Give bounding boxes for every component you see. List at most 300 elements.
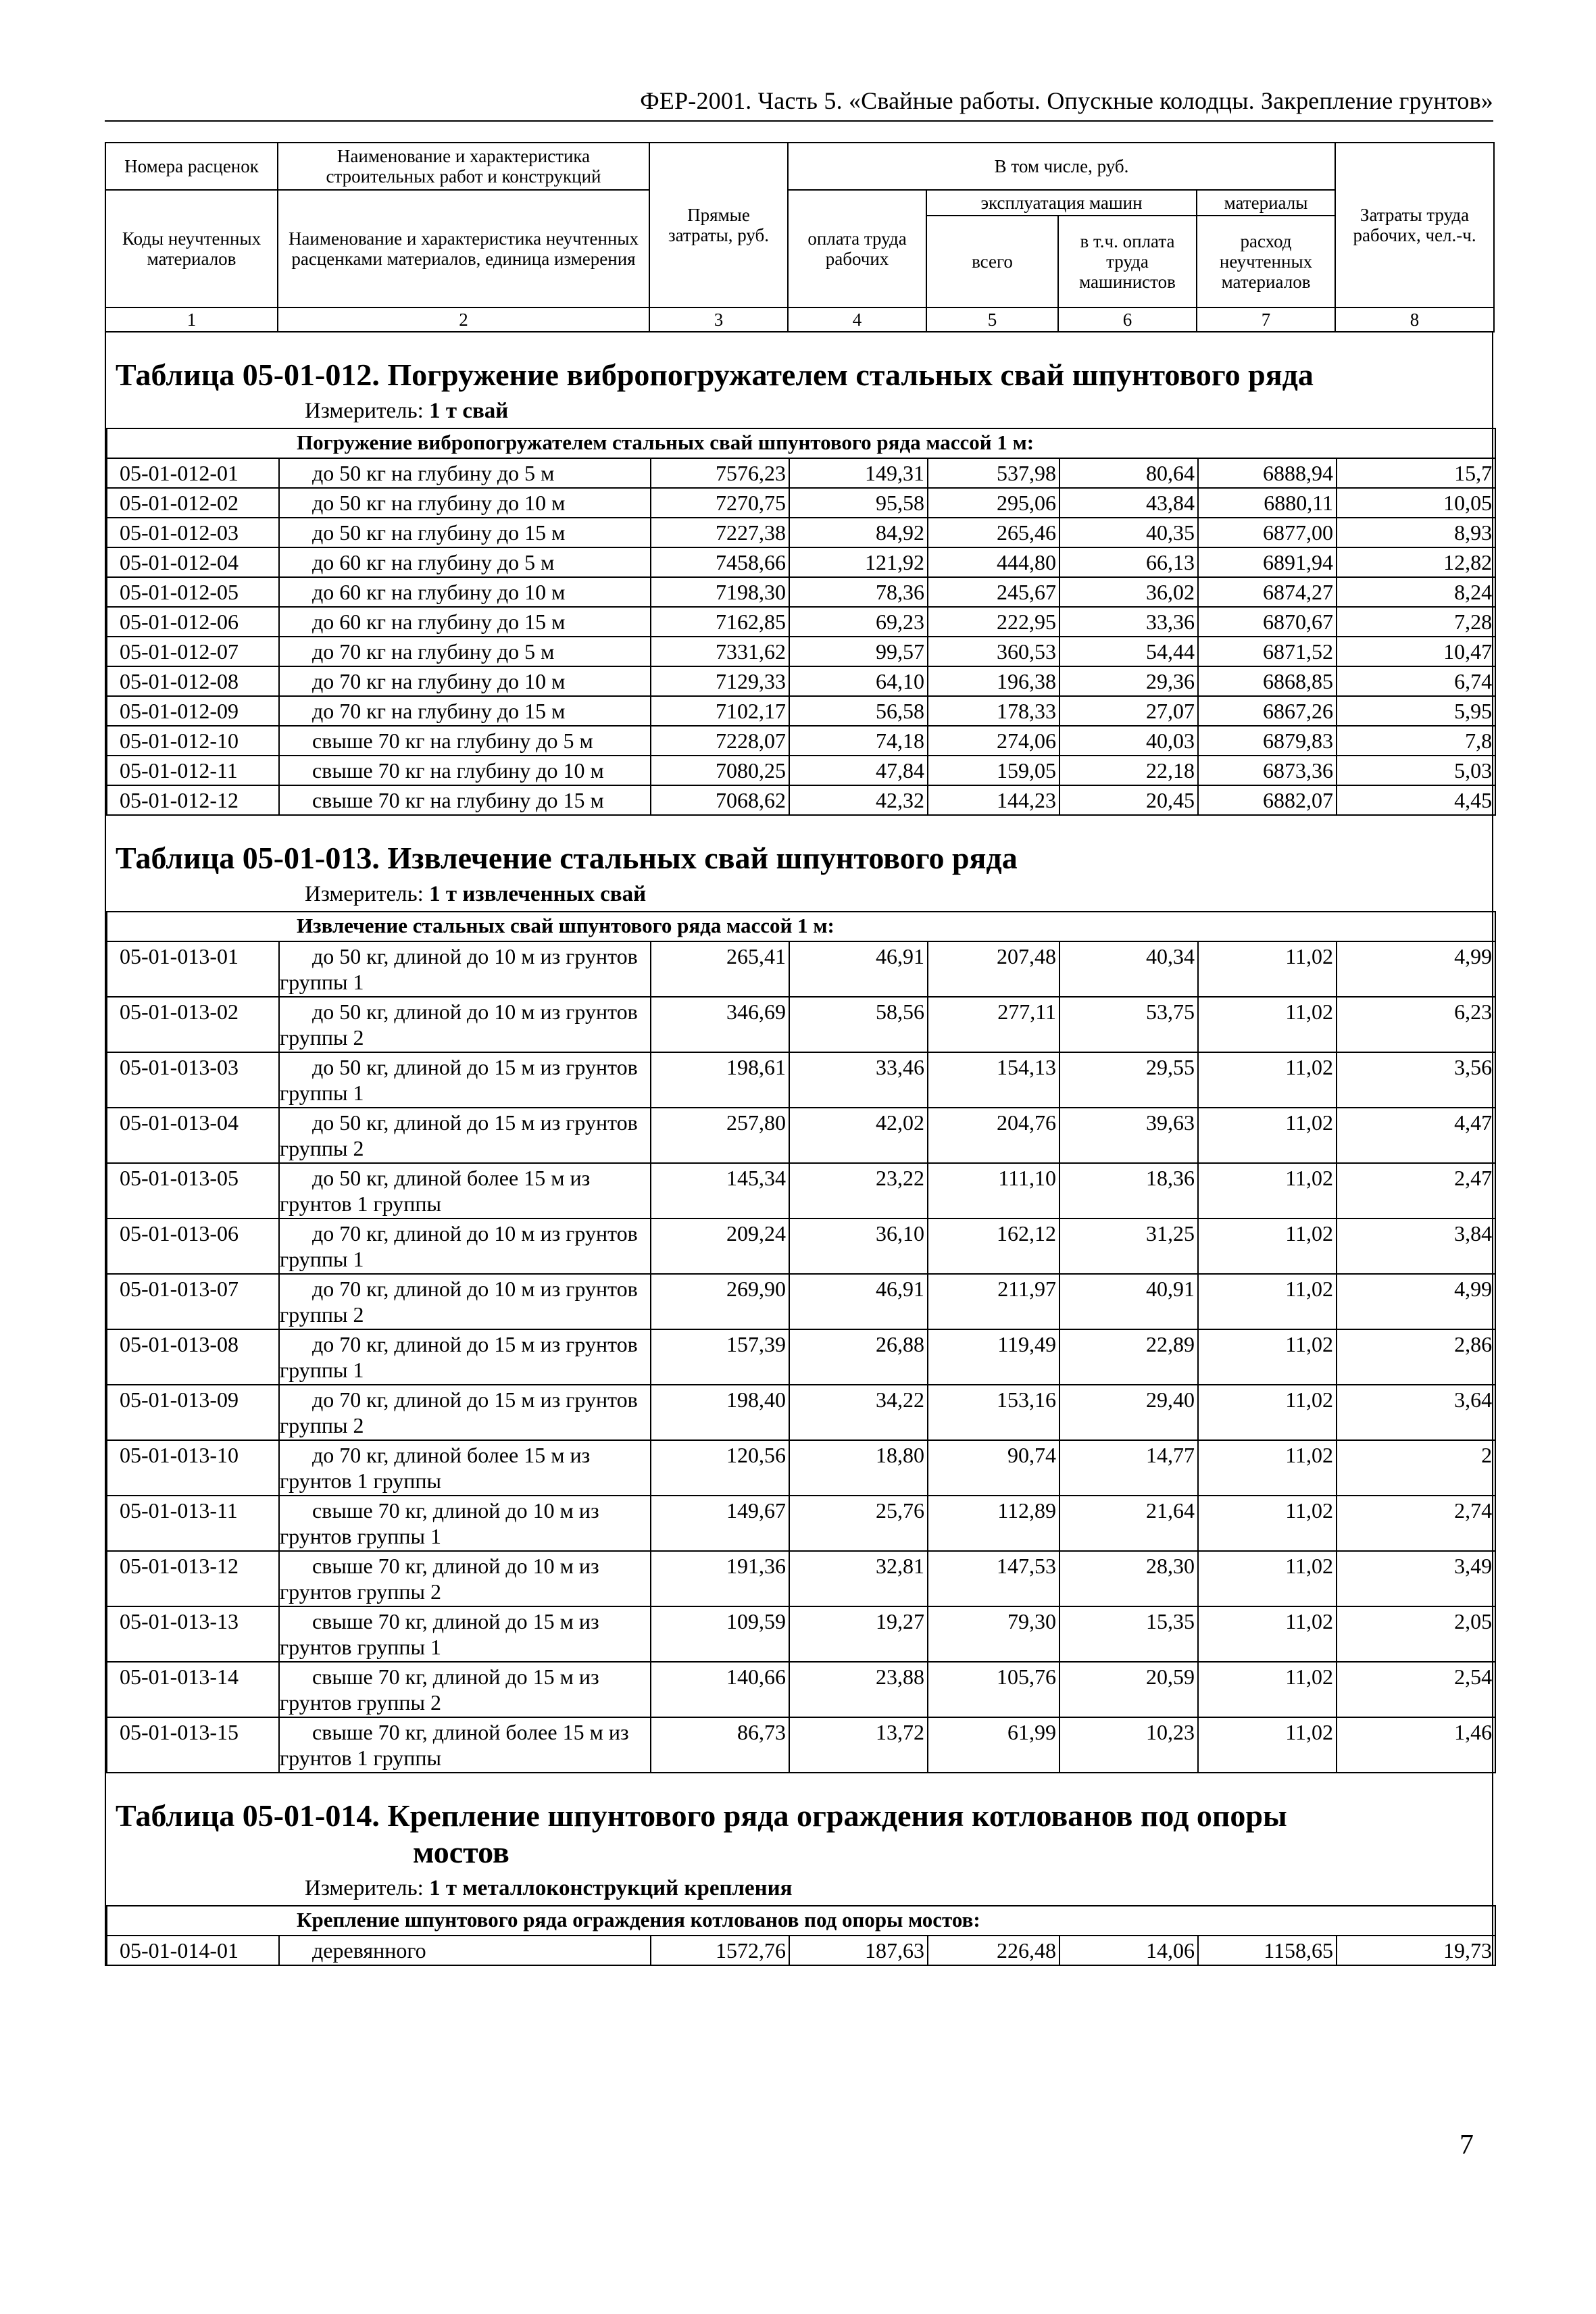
- materials: 11,02: [1198, 1662, 1337, 1717]
- rate-code: 05-01-014-01: [107, 1936, 279, 1965]
- labor-hours: 3,84: [1337, 1218, 1495, 1274]
- wages: 23,88: [789, 1662, 928, 1717]
- rate-table-section: [105, 816, 1493, 1773]
- materials: 6871,52: [1198, 637, 1337, 666]
- wages: 64,10: [789, 666, 928, 696]
- direct-costs: 157,39: [651, 1329, 789, 1385]
- work-description: свыше 70 кг, длиной до 15 м из грунтов группы 2: [279, 1662, 651, 1717]
- rate-code: 05-01-012-12: [107, 785, 279, 815]
- rate-code: 05-01-012-04: [107, 547, 279, 577]
- unit-label: Измеритель:: [305, 1876, 424, 1900]
- table-row: [107, 1551, 1495, 1606]
- table-row: [107, 1606, 1495, 1662]
- machines-total: 61,99: [928, 1717, 1059, 1773]
- table-row: [107, 666, 1495, 696]
- labor-hours: 6,23: [1337, 997, 1495, 1052]
- direct-costs: 7129,33: [651, 666, 789, 696]
- machines-total: 119,49: [928, 1329, 1059, 1385]
- work-description: до 50 кг на глубину до 5 м: [279, 458, 651, 488]
- labor-hours: 3,56: [1337, 1052, 1495, 1108]
- wages: 42,32: [789, 785, 928, 815]
- wages: 46,91: [789, 1274, 928, 1329]
- machines-total: 147,53: [928, 1551, 1059, 1606]
- direct-costs: 209,24: [651, 1218, 789, 1274]
- table-row: [107, 756, 1495, 785]
- machines-total: 159,05: [928, 756, 1059, 785]
- direct-costs: 269,90: [651, 1274, 789, 1329]
- table-row: [107, 1662, 1495, 1717]
- direct-costs: 7228,07: [651, 726, 789, 756]
- labor-hours: 10,47: [1337, 637, 1495, 666]
- wages: 99,57: [789, 637, 928, 666]
- table-row: [107, 1108, 1495, 1163]
- labor-hours: 2,05: [1337, 1606, 1495, 1662]
- machinist-wages: 29,55: [1059, 1052, 1198, 1108]
- wages: 47,84: [789, 756, 928, 785]
- machinist-wages: 27,07: [1059, 696, 1198, 726]
- materials: 11,02: [1198, 1274, 1337, 1329]
- direct-costs: 7198,30: [651, 577, 789, 607]
- unit-value: 1 т свай: [429, 399, 509, 423]
- direct-costs: 145,34: [651, 1163, 789, 1218]
- rate-table-section: [105, 333, 1493, 816]
- labor-hours: 5,95: [1337, 696, 1495, 726]
- rate-code: 05-01-013-01: [107, 941, 279, 997]
- machines-total: 295,06: [928, 488, 1059, 518]
- work-description: до 50 кг на глубину до 15 м: [279, 518, 651, 547]
- machinist-wages: 21,64: [1059, 1496, 1198, 1551]
- labor-hours: 5,03: [1337, 756, 1495, 785]
- col-number-3: 3: [649, 307, 788, 332]
- machines-total: 144,23: [928, 785, 1059, 815]
- materials: 11,02: [1198, 1440, 1337, 1496]
- direct-costs: 7331,62: [651, 637, 789, 666]
- materials: 6891,94: [1198, 547, 1337, 577]
- labor-hours: 4,45: [1337, 785, 1495, 815]
- wages: 23,22: [789, 1163, 928, 1218]
- machinist-wages: 18,36: [1059, 1163, 1198, 1218]
- machinist-wages: 10,23: [1059, 1717, 1198, 1773]
- unit-label: Измеритель:: [305, 882, 424, 906]
- work-description: свыше 70 кг на глубину до 5 м: [279, 726, 651, 756]
- wages: 74,18: [789, 726, 928, 756]
- direct-costs: 346,69: [651, 997, 789, 1052]
- rate-code: 05-01-012-06: [107, 607, 279, 637]
- direct-costs: 149,67: [651, 1496, 789, 1551]
- unit-value: 1 т извлеченных свай: [429, 882, 647, 906]
- labor-hours: 2: [1337, 1440, 1495, 1496]
- hdr-material-codes: Коды неучтенных материалов: [105, 190, 278, 307]
- wages: 18,80: [789, 1440, 928, 1496]
- rate-table-title: [116, 840, 1485, 877]
- work-description: до 50 кг, длиной до 15 м из грунтов группы 2: [279, 1108, 651, 1163]
- machinist-wages: 40,03: [1059, 726, 1198, 756]
- work-description: до 50 кг, длиной более 15 м из грунтов 1 группы: [279, 1163, 651, 1218]
- col-number-1: 1: [105, 307, 278, 332]
- machinist-wages: 20,59: [1059, 1662, 1198, 1717]
- materials: 6877,00: [1198, 518, 1337, 547]
- direct-costs: 7080,25: [651, 756, 789, 785]
- machinist-wages: 31,25: [1059, 1218, 1198, 1274]
- wages: 19,27: [789, 1606, 928, 1662]
- machines-total: 204,76: [928, 1108, 1059, 1163]
- table-row: [107, 1329, 1495, 1385]
- table-row: [107, 1936, 1495, 1965]
- direct-costs: 198,61: [651, 1052, 789, 1108]
- column-header-table: [105, 142, 1495, 333]
- rate-code: 05-01-013-09: [107, 1385, 279, 1440]
- materials: 6879,83: [1198, 726, 1337, 756]
- rate-code: 05-01-012-02: [107, 488, 279, 518]
- wages: 32,81: [789, 1551, 928, 1606]
- wages: 121,92: [789, 547, 928, 577]
- table-row: [107, 1717, 1495, 1773]
- rate-table-title: [116, 1798, 1485, 1871]
- header-rule: [105, 120, 1493, 122]
- unit-label: Измеритель:: [305, 399, 424, 423]
- machinist-wages: 29,40: [1059, 1385, 1198, 1440]
- table-row: [107, 547, 1495, 577]
- rate-code: 05-01-013-07: [107, 1274, 279, 1329]
- direct-costs: 86,73: [651, 1717, 789, 1773]
- materials: 6880,11: [1198, 488, 1337, 518]
- machines-total: 222,95: [928, 607, 1059, 637]
- work-description: до 50 кг на глубину до 10 м: [279, 488, 651, 518]
- labor-hours: 3,64: [1337, 1385, 1495, 1440]
- table-row: [107, 1163, 1495, 1218]
- materials: 11,02: [1198, 1606, 1337, 1662]
- work-description: до 70 кг на глубину до 5 м: [279, 637, 651, 666]
- table-row: [107, 637, 1495, 666]
- rate-table: [106, 911, 1496, 1773]
- materials: 6868,85: [1198, 666, 1337, 696]
- machines-total: 360,53: [928, 637, 1059, 666]
- machines-total: 153,16: [928, 1385, 1059, 1440]
- hdr-including: В том числе, руб.: [788, 143, 1335, 190]
- hdr-machines-wages: в т.ч. оплата труда машинистов: [1058, 216, 1197, 307]
- machines-total: 274,06: [928, 726, 1059, 756]
- work-description: свыше 70 кг, длиной до 10 м из грунтов группы 2: [279, 1551, 651, 1606]
- machinist-wages: 40,34: [1059, 941, 1198, 997]
- work-description: до 70 кг, длиной более 15 м из грунтов 1 группы: [279, 1440, 651, 1496]
- labor-hours: 7,8: [1337, 726, 1495, 756]
- rate-code: 05-01-013-02: [107, 997, 279, 1052]
- direct-costs: 7068,62: [651, 785, 789, 815]
- hdr-machines: эксплуатация машин: [926, 190, 1197, 216]
- direct-costs: 7102,17: [651, 696, 789, 726]
- machines-total: 79,30: [928, 1606, 1059, 1662]
- materials: 6874,27: [1198, 577, 1337, 607]
- machinist-wages: 36,02: [1059, 577, 1198, 607]
- wages: 34,22: [789, 1385, 928, 1440]
- hdr-work-name: Наименование и характеристика строительных работ и конструкций: [278, 143, 649, 190]
- machines-total: 211,97: [928, 1274, 1059, 1329]
- table-row: [107, 1218, 1495, 1274]
- work-description: свыше 70 кг, длиной до 15 м из грунтов группы 1: [279, 1606, 651, 1662]
- col-number-4: 4: [788, 307, 926, 332]
- unit-value: 1 т металлоконструкций крепления: [429, 1876, 793, 1900]
- work-description: до 50 кг, длиной до 10 м из грунтов группы 1: [279, 941, 651, 997]
- labor-hours: 10,05: [1337, 488, 1495, 518]
- rate-code: 05-01-012-07: [107, 637, 279, 666]
- table-row: [107, 488, 1495, 518]
- materials: 11,02: [1198, 1551, 1337, 1606]
- hdr-machines-total: всего: [926, 216, 1058, 307]
- materials: 11,02: [1198, 1717, 1337, 1773]
- labor-hours: 7,28: [1337, 607, 1495, 637]
- machinist-wages: 28,30: [1059, 1551, 1198, 1606]
- work-description: до 70 кг, длиной до 15 м из грунтов группы 2: [279, 1385, 651, 1440]
- machinist-wages: 22,89: [1059, 1329, 1198, 1385]
- work-description: свыше 70 кг, длиной до 10 м из грунтов группы 1: [279, 1496, 651, 1551]
- hdr-wages: оплата труда рабочих: [788, 190, 926, 307]
- work-description: до 60 кг на глубину до 10 м: [279, 577, 651, 607]
- wages: 36,10: [789, 1218, 928, 1274]
- table-row: [107, 607, 1495, 637]
- materials: 6873,36: [1198, 756, 1337, 785]
- direct-costs: 140,66: [651, 1662, 789, 1717]
- wages: 58,56: [789, 997, 928, 1052]
- group-heading: Извлечение стальных свай шпунтового ряда массой 1 м:: [107, 912, 1495, 941]
- machinist-wages: 40,91: [1059, 1274, 1198, 1329]
- wages: 187,63: [789, 1936, 928, 1965]
- machinist-wages: 54,44: [1059, 637, 1198, 666]
- machines-total: 105,76: [928, 1662, 1059, 1717]
- hdr-labor: Затраты труда рабочих, чел.-ч.: [1335, 143, 1494, 307]
- machinist-wages: 43,84: [1059, 488, 1198, 518]
- content: [105, 142, 1493, 1966]
- table-row: [107, 1274, 1495, 1329]
- table-row: [107, 1440, 1495, 1496]
- table-row: [107, 1052, 1495, 1108]
- work-description: деревянного: [279, 1936, 651, 1965]
- rate-code: 05-01-012-08: [107, 666, 279, 696]
- machines-total: 245,67: [928, 577, 1059, 607]
- labor-hours: 12,82: [1337, 547, 1495, 577]
- materials: 11,02: [1198, 1163, 1337, 1218]
- materials: 11,02: [1198, 1385, 1337, 1440]
- rate-code: 05-01-012-11: [107, 756, 279, 785]
- work-description: до 50 кг, длиной до 10 м из грунтов группы 2: [279, 997, 651, 1052]
- rate-code: 05-01-013-15: [107, 1717, 279, 1773]
- wages: 33,46: [789, 1052, 928, 1108]
- materials: 11,02: [1198, 1496, 1337, 1551]
- machines-total: 207,48: [928, 941, 1059, 997]
- unit-of-measure: [305, 399, 1485, 424]
- materials: 6870,67: [1198, 607, 1337, 637]
- work-description: до 60 кг на глубину до 15 м: [279, 607, 651, 637]
- hdr-rate-number: Номера расценок: [105, 143, 278, 190]
- rate-code: 05-01-013-14: [107, 1662, 279, 1717]
- wages: 69,23: [789, 607, 928, 637]
- labor-hours: 2,54: [1337, 1662, 1495, 1717]
- machines-total: 111,10: [928, 1163, 1059, 1218]
- work-description: до 70 кг, длиной до 15 м из грунтов группы 1: [279, 1329, 651, 1385]
- rate-code: 05-01-013-10: [107, 1440, 279, 1496]
- rate-table-title-text: Таблица 05-01-012. Погружение вибропогружателем стальных свай шпунтового ряда: [116, 358, 1314, 392]
- unit-of-measure: [305, 882, 1485, 907]
- machines-total: 265,46: [928, 518, 1059, 547]
- machines-total: 178,33: [928, 696, 1059, 726]
- rate-code: 05-01-012-03: [107, 518, 279, 547]
- work-description: свыше 70 кг на глубину до 10 м: [279, 756, 651, 785]
- col-number-5: 5: [926, 307, 1058, 332]
- materials: 11,02: [1198, 1052, 1337, 1108]
- work-description: до 70 кг, длиной до 10 м из грунтов группы 2: [279, 1274, 651, 1329]
- direct-costs: 7576,23: [651, 458, 789, 488]
- labor-hours: 1,46: [1337, 1717, 1495, 1773]
- machinist-wages: 14,06: [1059, 1936, 1198, 1965]
- materials: 6888,94: [1198, 458, 1337, 488]
- machines-total: 162,12: [928, 1218, 1059, 1274]
- group-heading: Крепление шпунтового ряда ограждения котлованов под опоры мостов:: [107, 1906, 1495, 1936]
- wages: 42,02: [789, 1108, 928, 1163]
- work-description: до 50 кг, длиной до 15 м из грунтов группы 1: [279, 1052, 651, 1108]
- wages: 95,58: [789, 488, 928, 518]
- work-description: до 60 кг на глубину до 5 м: [279, 547, 651, 577]
- materials: 11,02: [1198, 1329, 1337, 1385]
- col-number-8: 8: [1335, 307, 1494, 332]
- direct-costs: 257,80: [651, 1108, 789, 1163]
- table-row: [107, 1385, 1495, 1440]
- wages: 13,72: [789, 1717, 928, 1773]
- group-heading: Погружение вибропогружателем стальных свай шпунтового ряда массой 1 м:: [107, 428, 1495, 458]
- direct-costs: 109,59: [651, 1606, 789, 1662]
- table-row: [107, 577, 1495, 607]
- machines-total: 226,48: [928, 1936, 1059, 1965]
- materials: 6867,26: [1198, 696, 1337, 726]
- work-description: свыше 70 кг на глубину до 15 м: [279, 785, 651, 815]
- direct-costs: 265,41: [651, 941, 789, 997]
- direct-costs: 7458,66: [651, 547, 789, 577]
- materials: 11,02: [1198, 997, 1337, 1052]
- work-description: до 70 кг на глубину до 10 м: [279, 666, 651, 696]
- table-row: [107, 458, 1495, 488]
- machines-total: 112,89: [928, 1496, 1059, 1551]
- hdr-material-name: Наименование и характеристика неучтенных расценками материалов, единица измерения: [278, 190, 649, 307]
- rate-table-section: [105, 1773, 1493, 1966]
- labor-hours: 2,86: [1337, 1329, 1495, 1385]
- machinist-wages: 14,77: [1059, 1440, 1198, 1496]
- machinist-wages: 39,63: [1059, 1108, 1198, 1163]
- labor-hours: 3,49: [1337, 1551, 1495, 1606]
- col-number-2: 2: [278, 307, 649, 332]
- machinist-wages: 66,13: [1059, 547, 1198, 577]
- direct-costs: 7270,75: [651, 488, 789, 518]
- rate-code: 05-01-013-11: [107, 1496, 279, 1551]
- materials: 11,02: [1198, 1108, 1337, 1163]
- work-description: свыше 70 кг, длиной более 15 м из грунтов 1 группы: [279, 1717, 651, 1773]
- rate-code: 05-01-013-13: [107, 1606, 279, 1662]
- labor-hours: 19,73: [1337, 1936, 1495, 1965]
- rate-code: 05-01-013-03: [107, 1052, 279, 1108]
- rate-table-title-continuation: мостов: [413, 1835, 509, 1869]
- work-description: до 70 кг, длиной до 10 м из грунтов группы 1: [279, 1218, 651, 1274]
- table-row: [107, 997, 1495, 1052]
- machinist-wages: 15,35: [1059, 1606, 1198, 1662]
- rate-code: 05-01-012-05: [107, 577, 279, 607]
- direct-costs: 191,36: [651, 1551, 789, 1606]
- labor-hours: 4,99: [1337, 941, 1495, 997]
- hdr-direct-costs: Прямые затраты, руб.: [649, 143, 788, 307]
- labor-hours: 6,74: [1337, 666, 1495, 696]
- machines-total: 277,11: [928, 997, 1059, 1052]
- hdr-materials: материалы: [1197, 190, 1335, 216]
- materials: 11,02: [1198, 1218, 1337, 1274]
- wages: 78,36: [789, 577, 928, 607]
- rate-table-title-text: Таблица 05-01-013. Извлечение стальных свай шпунтового ряда: [116, 841, 1018, 875]
- labor-hours: 8,93: [1337, 518, 1495, 547]
- table-row: [107, 518, 1495, 547]
- labor-hours: 4,47: [1337, 1108, 1495, 1163]
- machinist-wages: 33,36: [1059, 607, 1198, 637]
- direct-costs: 198,40: [651, 1385, 789, 1440]
- rate-code: 05-01-012-01: [107, 458, 279, 488]
- machines-total: 444,80: [928, 547, 1059, 577]
- work-description: до 70 кг на глубину до 15 м: [279, 696, 651, 726]
- table-row: [107, 1496, 1495, 1551]
- rate-code: 05-01-013-12: [107, 1551, 279, 1606]
- rate-table-title-text: Таблица 05-01-014. Крепление шпунтового ряда ограждения котлованов под опоры: [116, 1798, 1287, 1833]
- rate-table: [106, 1905, 1496, 1966]
- wages: 84,92: [789, 518, 928, 547]
- table-row: [107, 941, 1495, 997]
- machines-total: 537,98: [928, 458, 1059, 488]
- labor-hours: 8,24: [1337, 577, 1495, 607]
- table-row: [107, 726, 1495, 756]
- page-number: 7: [1460, 2130, 1474, 2161]
- direct-costs: 7227,38: [651, 518, 789, 547]
- materials: 1158,65: [1198, 1936, 1337, 1965]
- labor-hours: 15,7: [1337, 458, 1495, 488]
- running-head: ФЕР-2001. Часть 5. «Свайные работы. Опускные колодцы. Закрепление грунтов»: [640, 87, 1493, 114]
- direct-costs: 7162,85: [651, 607, 789, 637]
- direct-costs: 120,56: [651, 1440, 789, 1496]
- labor-hours: 4,99: [1337, 1274, 1495, 1329]
- col-number-7: 7: [1197, 307, 1335, 332]
- materials: 6882,07: [1198, 785, 1337, 815]
- unit-of-measure: [305, 1876, 1485, 1901]
- wages: 56,58: [789, 696, 928, 726]
- rate-table: [106, 428, 1496, 816]
- wages: 25,76: [789, 1496, 928, 1551]
- rate-code: 05-01-013-06: [107, 1218, 279, 1274]
- rate-code: 05-01-013-04: [107, 1108, 279, 1163]
- table-row: [107, 785, 1495, 815]
- machinist-wages: 40,35: [1059, 518, 1198, 547]
- wages: 46,91: [789, 941, 928, 997]
- machinist-wages: 29,36: [1059, 666, 1198, 696]
- direct-costs: 1572,76: [651, 1936, 789, 1965]
- rate-code: 05-01-013-08: [107, 1329, 279, 1385]
- col-number-6: 6: [1058, 307, 1197, 332]
- materials: 11,02: [1198, 941, 1337, 997]
- rate-code: 05-01-012-09: [107, 696, 279, 726]
- labor-hours: 2,47: [1337, 1163, 1495, 1218]
- wages: 149,31: [789, 458, 928, 488]
- machines-total: 196,38: [928, 666, 1059, 696]
- machines-total: 90,74: [928, 1440, 1059, 1496]
- machinist-wages: 53,75: [1059, 997, 1198, 1052]
- wages: 26,88: [789, 1329, 928, 1385]
- rate-code: 05-01-012-10: [107, 726, 279, 756]
- rate-table-title: [116, 357, 1485, 393]
- labor-hours: 2,74: [1337, 1496, 1495, 1551]
- table-row: [107, 696, 1495, 726]
- hdr-materials-unaccounted: расход неучтенных материалов: [1197, 216, 1335, 307]
- machines-total: 154,13: [928, 1052, 1059, 1108]
- rate-code: 05-01-013-05: [107, 1163, 279, 1218]
